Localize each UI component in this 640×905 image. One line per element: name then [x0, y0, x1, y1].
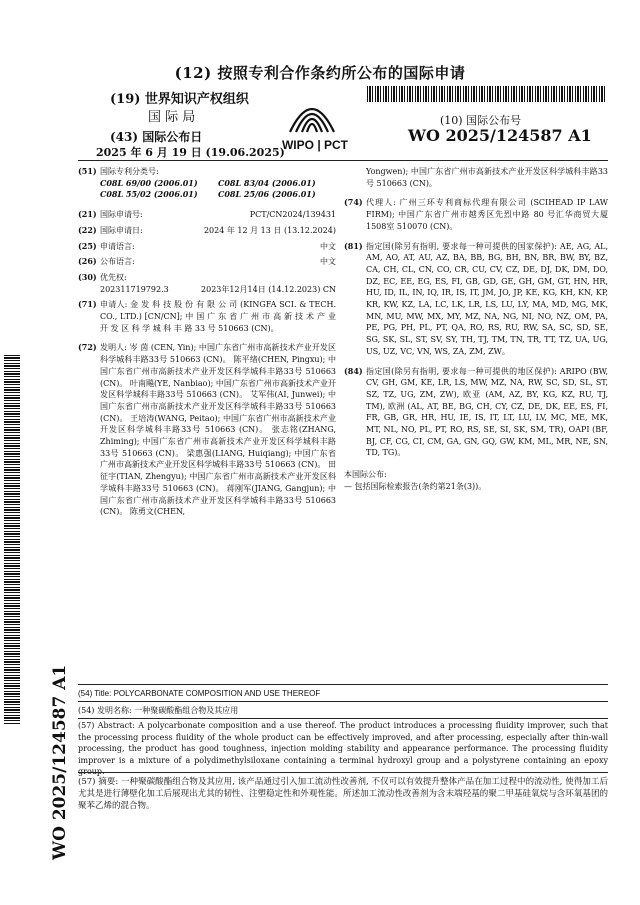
left-column	[78, 166, 336, 518]
field-code: (22)	[78, 224, 97, 235]
filing-language: 中文	[320, 241, 336, 251]
title-cn: (54) 发明名称: 一种聚碳酸酯组合物及其应用	[78, 706, 239, 715]
pub-number-label: (10) 国际公布号	[440, 114, 522, 127]
barcode-side	[4, 355, 20, 725]
pub-language-label: 公布语言:	[100, 257, 135, 267]
published-label: 本国际公布:	[344, 470, 387, 480]
title-divider	[78, 701, 608, 702]
wipo-pct-text: WIPO | PCT	[281, 138, 349, 152]
designated-states-regional: 指定国(除另有指明, 要求每一种可提供的地区保护): ARIPO (BW, CV, GH, GM, KE, LR, LS, MW, MZ, NA, RW, SC, SD, SL, ST, SZ, TZ, UG, ZM, ZW), 欧亚 (AM, AZ, BY, KG, KZ, RU, TJ, TM), 欧洲 (AL, AT, BE, BG, CH, CY, CZ, DE, DK, EE, ES, FI, FR, GB, GR, HR, HU, IE, IS, IT, LT, LU, LV, MC, ME, MK, MT, NL, NO, PL, PT, RO, RS, SE, SI, SK, SM, TR), OAPI (BF, BJ, CF, CG, CI, CM, GA, GN, GQ, GW, KM, ML, MR, NE, SN, TD, TG)。	[366, 366, 608, 458]
application-no-label: 国际申请号:	[100, 210, 143, 220]
abstract-en: (57) Abstract: A polycarbonate composition and a use thereof. The product introduces a processing fluidity improver, such that the processing process fluidity of the whole product can be effectively improved, and after processing, especially after thin-wall processing, the product has good toughness, injection molding stability and appearance performance. The processing fluidity improver is a mixture of a polydimethylsiloxane containing a terminal hydroxyl group and a polystyrene containing an epoxy group.	[78, 721, 608, 777]
wipo-logo-icon	[282, 92, 342, 136]
inventors: 发明人: 岑 茵 (CEN, Yin); 中国广东省广州市高新技术产业开发区科学城科丰路33号 510663 (CN)。 陈平绪(CHEN, Pingxu); 中国广东省广州市高新技术产业开发区科学城科丰路33号 510663 (CN)。 叶南飚(YE, Nanbiao); 中国广东省广州市高新技术产业开发区科学城科丰路33号 510663 (CN)。 艾军伟(AI, Junwei); 中国广东省广州市高新技术产业开发区科学城科丰路33号 510663 (CN)。 王培涛(WANG, Peitao); 中国广东省广州市高新技术产业开发区科学城科丰路33号 510663 (CN)。 张志铭(ZHANG, Zhiming); 中国广东省广州市高新技术产业开发区科学城科丰路33号 510663 (CN)。 梁惠强(LIANG, Huiqiang); 中国广东省广州市高新技术产业开发区科学城科丰路33号 510663 (CN)。 田征宇(TIAN, Zhengyu); 中国广东省广州市高新技术产业开发区科学城科丰路33号 510663 (CN)。 蒋刚军(JIANG, Gangjun); 中国广东省广州市高新技术产业开发区科学城科丰路33号 510663 (CN)。 陈勇文(CHEN,	[100, 343, 336, 517]
field-code: (51)	[78, 166, 97, 176]
field-code: (30)	[78, 271, 97, 282]
pub-date-label: (43) 国际公布日	[110, 130, 203, 144]
pub-number: WO 2025/124587 A1	[408, 126, 592, 145]
priority-number: 202311719792.3	[100, 284, 169, 294]
agent: 代理人: 广州三环专利商标代理有限公司 (SCIHEAD IP LAW FIRM); 中国广东省广州市越秀区先烈中路 80 号汇华商贸大厦1508室 510070 (CN)。	[366, 198, 608, 231]
pub-date: 2025 年 6 月 19 日 (19.06.2025)	[96, 146, 285, 159]
ipc-code: C08L 25/06 (2006.01)	[218, 189, 316, 200]
field-code: (21)	[78, 209, 97, 220]
inventors-continued: Yongwen); 中国广东省广州市高新技术产业开发区科学城科丰路33号 510663 (CN)。	[366, 167, 608, 188]
filing-language-label: 申请语言:	[100, 241, 135, 251]
abstract-cn: (57) 摘要: 一种聚碳酸酯组合物及其应用, 该产品通过引入加工流动性改善剂, 不仅可以有效提升整体产品在加工过程中的流动性, 使得加工后尤其是进行薄壁化加工后展现出尤其的韧性、注塑稳定性和外观性能。所述加工流动性改善剂为含末端羟基的聚二甲基硅氧烷与含环氧基团的聚苯乙烯的混合物。	[78, 777, 608, 811]
field-code: (72)	[78, 342, 97, 353]
priority-label: 优先权:	[100, 272, 127, 282]
ipc-code: C08L 55/02 (2006.01)	[100, 189, 198, 200]
designated-states-national: 指定国(除另有指明, 要求每一种可提供的国家保护): AE, AG, AL, AM, AO, AT, AU, AZ, BA, BB, BG, BH, BN, BR, BW, BY, BZ, CA, CH, CL, CN, CO, CR, CU, CV, CZ, DE, DJ, DK, DM, DO, DZ, EC, EE, EG, ES, FI, GB, GD, GE, GH, GM, GT, HN, HR, HU, ID, IL, IN, IQ, IR, IS, IT, JM, JO, JP, KE, KG, KH, KN, KP, KR, KW, KZ, LA, LC, LK, LR, LS, LU, LY, MA, MD, MG, MK, MN, MU, MW, MX, MY, MZ, NA, NG, NI, NO, NZ, OM, PA, PE, PG, PH, PL, PT, QA, RO, RS, RU, RW, SA, SC, SD, SE, SG, SK, SL, ST, SV, SY, TH, TJ, TM, TN, TR, TT, TZ, UA, UG, US, UZ, VC, VN, WS, ZA, ZM, ZW。	[366, 241, 608, 356]
org-bureau: 国 际 局	[148, 110, 196, 125]
filing-date-label: 国际申请日:	[100, 225, 143, 235]
barcode-top	[367, 86, 607, 102]
field-code: (25)	[78, 240, 97, 251]
filing-date: 2024 年 12 月 13 日 (13.12.2024)	[203, 225, 336, 235]
field-code: (84)	[344, 365, 363, 376]
title-cn-divider	[78, 718, 608, 719]
document-title: (12) 按照专利合作条约所公布的国际申请	[174, 64, 466, 82]
bottom-divider	[78, 684, 608, 685]
abstract-divider	[78, 772, 608, 773]
vertical-pub-number-text: WO 2025/124587 A1	[50, 664, 70, 860]
priority-country: CN	[322, 284, 336, 294]
right-column	[344, 166, 608, 493]
header-divider	[78, 160, 608, 161]
published-item: — 包括国际检索报告(条约第21条(3))。	[344, 481, 487, 491]
ipc-label: 国际专利分类号:	[100, 167, 159, 176]
pub-language: 中文	[320, 257, 336, 267]
application-no: PCT/CN2024/139431	[249, 210, 336, 220]
ipc-code: C08L 83/04 (2006.01)	[218, 177, 316, 188]
org-name: (19) 世界知识产权组织	[110, 92, 249, 107]
field-code: (26)	[78, 256, 97, 267]
applicant: 申请人: 金 发 科 技 股 份 有 限 公 司 (KINGFA SCI. & TECH. CO., LTD.) [CN/CN]; 中 国 广 东 省 广 州 市 高 新 技 术 产 业 开 发 区 科 学 城 科 丰 路 33 号 510663 (CN)。	[100, 300, 336, 333]
field-code: (71)	[78, 299, 97, 310]
ipc-codes	[78, 178, 336, 201]
field-code: (74)	[344, 197, 363, 208]
title-en: (54) Title: POLYCARBONATE COMPOSITION AND USE THEREOF	[78, 689, 321, 698]
priority-date: 2023年12月14日 (14.12.2023)	[201, 284, 321, 294]
field-code: (81)	[344, 240, 363, 251]
ipc-code: C08L 69/00 (2006.01)	[100, 177, 198, 188]
